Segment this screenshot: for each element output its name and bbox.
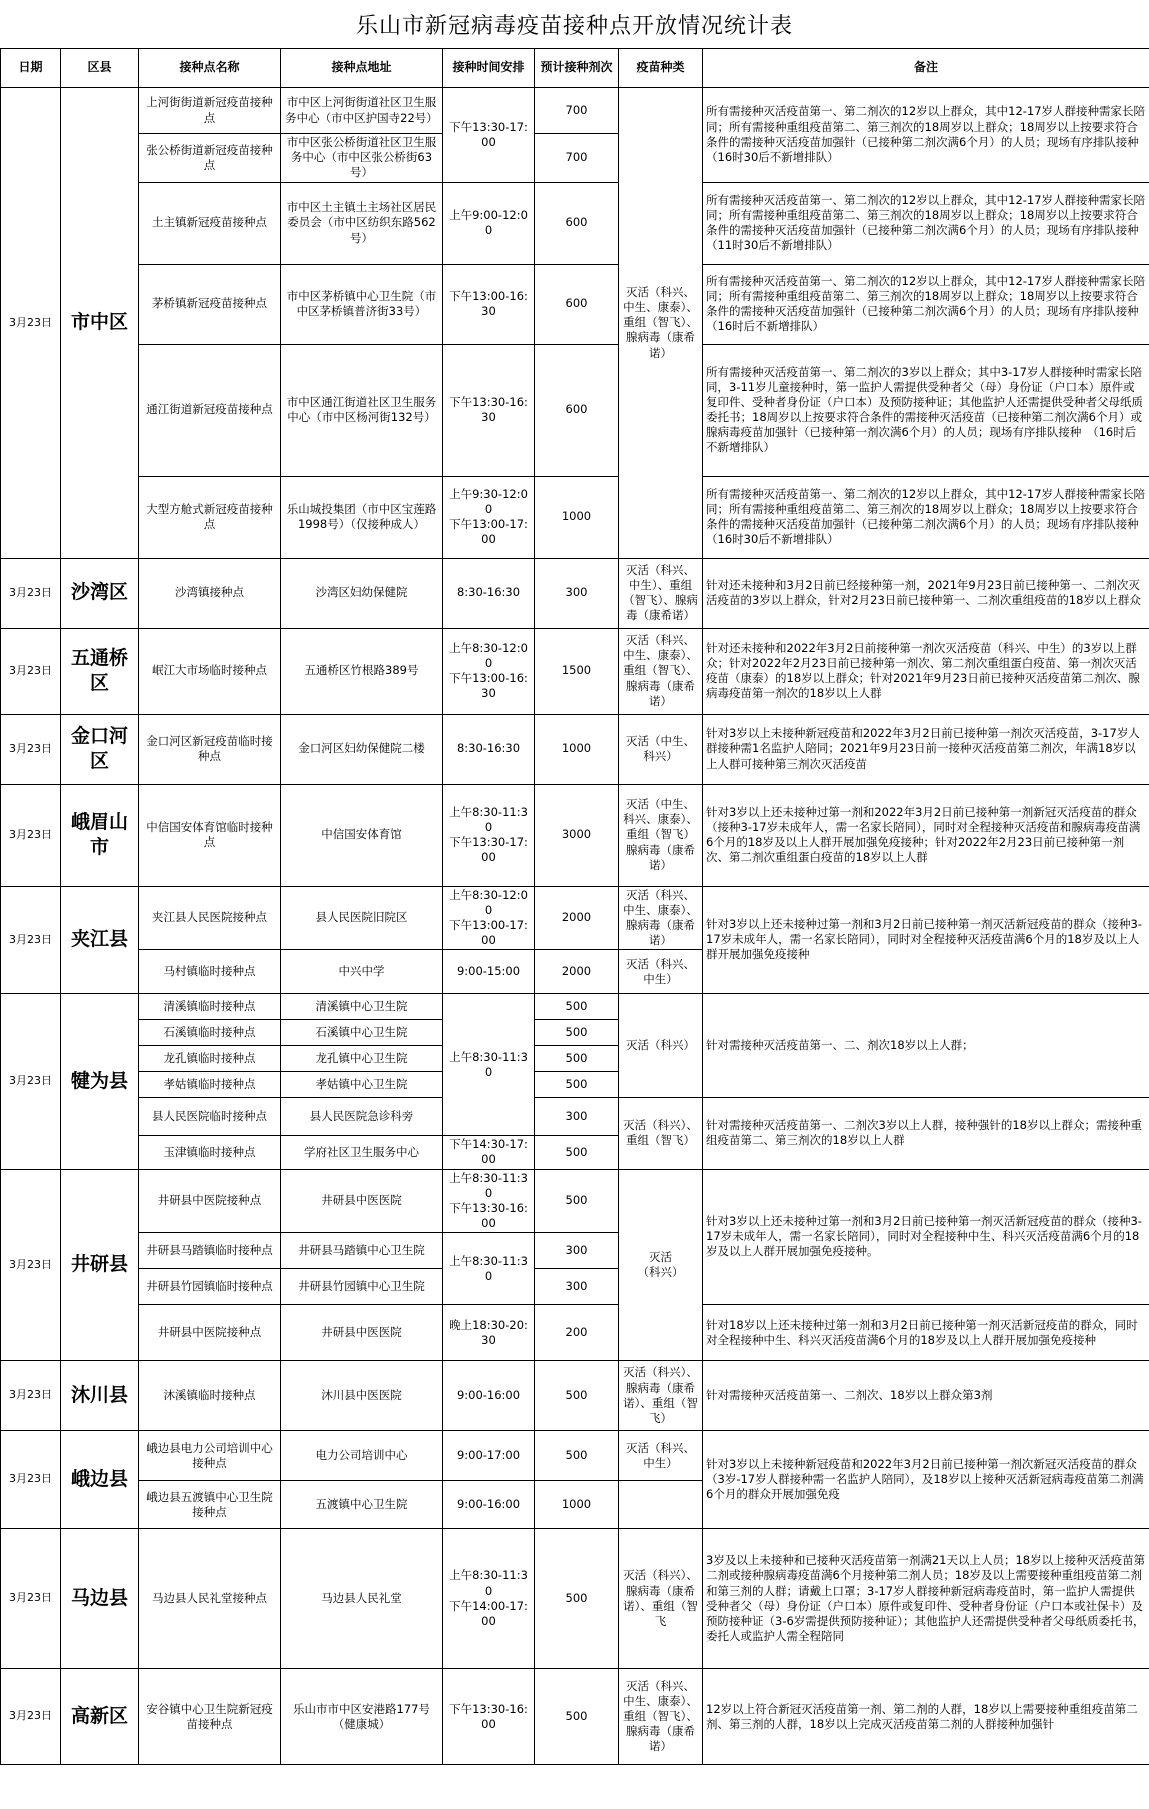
- vaccine-type-cell: [619, 1481, 703, 1529]
- date-cell: 3月23日: [1, 1431, 61, 1529]
- table-row: [1, 714, 1149, 784]
- date-cell: 3月23日: [1, 1669, 61, 1765]
- vaccine-type-cell: 灭活（中生、科兴）: [619, 714, 703, 784]
- site-address-cell: 五渡镇中心卫生院: [281, 1481, 443, 1529]
- vaccine-type-cell: 灭活（科兴、中生、康泰）、重组（智飞）、腺病毒（康希诺）: [619, 88, 703, 559]
- site-name-cell: 县人民医院临时接种点: [139, 1098, 281, 1136]
- notes-cell: 针对3岁以上还未接种过第一剂和2022年3月2日前已接种第一剂新冠灭活疫苗的群众（接种3-17岁未成年人，需一名家长陪同），同时对全程接种灭活疫苗和腺病毒疫苗满6个月的18岁及以上人群开展加强免疫接种；针对2022年2月23日前已接种第一剂次、第二剂次重组蛋白疫苗的18岁以上人群: [703, 784, 1149, 886]
- doses-cell: 600: [535, 264, 619, 344]
- site-address-cell: 井研县中医医院: [281, 1305, 443, 1361]
- date-cell: 3月23日: [1, 886, 61, 994]
- district-cell: 高新区: [61, 1669, 139, 1765]
- table-row: [1, 1431, 1149, 1481]
- vaccine-type-cell: 灭活（科兴）、腺病毒（康希诺）、重组（智飞: [619, 1529, 703, 1669]
- notes-cell: 所有需接种灭活疫苗第一、第二剂次的12岁以上群众，其中12-17岁人群接种需家长陪同；所有需接种重组疫苗第二、第三剂次的18周岁以上群众；18周岁以上按要求符合条件的需接种灭活疫苗加强针（已接种第二剂次满6个月）的人员；现场有序排队接种（11时30后不新增排队）: [703, 182, 1149, 264]
- doses-cell: 2000: [535, 950, 619, 994]
- district-cell: 犍为县: [61, 994, 139, 1169]
- doses-cell: 2000: [535, 886, 619, 950]
- vaccine-type-cell: 灭活（科兴、中生）: [619, 950, 703, 994]
- site-address-cell: 沐川县中医医院: [281, 1361, 443, 1431]
- site-name-cell: 马边县人民礼堂接种点: [139, 1529, 281, 1669]
- time-cell: 上午8:30-12:00 下午13:00-16:30: [443, 628, 535, 714]
- notes-cell: 针对18岁以上还未接种过第一剂和3月2日前已接种第一剂灭活新冠疫苗的群众，同时对全程接种中生、科兴灭活疫苗满6个月的18岁及以上人群开展加强免疫接种: [703, 1305, 1149, 1361]
- table-row: [1, 344, 1149, 476]
- table-row: [1, 1529, 1149, 1669]
- date-cell: 3月23日: [1, 558, 61, 628]
- district-cell: 夹江县: [61, 886, 139, 994]
- site-address-cell: 县人民医院旧院区: [281, 886, 443, 950]
- doses-cell: 3000: [535, 784, 619, 886]
- time-cell: 9:00-16:00: [443, 1361, 535, 1431]
- vaccine-type-cell: 灭活（科兴）、重组（智飞）: [619, 1098, 703, 1169]
- site-address-cell: 井研县竹园镇中心卫生院: [281, 1269, 443, 1305]
- site-address-cell: 市中区上河街街道社区卫生服务中心（市中区护国寺22号）: [281, 88, 443, 134]
- site-name-cell: 井研县中医院接种点: [139, 1169, 281, 1233]
- site-name-cell: 玉津镇临时接种点: [139, 1136, 281, 1169]
- header-site-name: 接种点名称: [139, 49, 281, 88]
- site-name-cell: 孝姑镇临时接种点: [139, 1072, 281, 1098]
- doses-cell: 600: [535, 344, 619, 476]
- district-cell: 马边县: [61, 1529, 139, 1669]
- site-name-cell: 土主镇新冠疫苗接种点: [139, 182, 281, 264]
- date-cell: 3月23日: [1, 88, 61, 559]
- site-address-cell: 井研县马踏镇中心卫生院: [281, 1233, 443, 1269]
- date-cell: 3月23日: [1, 1361, 61, 1431]
- site-address-cell: 石溪镇中心卫生院: [281, 1020, 443, 1046]
- header-district: 区县: [61, 49, 139, 88]
- site-name-cell: 井研县马踏镇临时接种点: [139, 1233, 281, 1269]
- doses-cell: 500: [535, 1169, 619, 1233]
- notes-cell: 针对3岁以上未接种新冠疫苗和2022年3月2日前已接种第一剂次新冠灭活疫苗的群众（3岁-17岁人群接种需一名监护人陪同），及18岁以上接种灭活新冠病毒疫苗第二剂满6个月的群众开展加强免疫: [703, 1431, 1149, 1529]
- doses-cell: 300: [535, 1098, 619, 1136]
- table-row: [1, 1361, 1149, 1431]
- site-address-cell: 沙湾区妇幼保健院: [281, 558, 443, 628]
- doses-cell: 700: [535, 88, 619, 134]
- site-address-cell: 井研县中医医院: [281, 1169, 443, 1233]
- doses-cell: 300: [535, 1233, 619, 1269]
- date-cell: 3月23日: [1, 628, 61, 714]
- site-name-cell: 峨边县五渡镇中心卫生院接种点: [139, 1481, 281, 1529]
- header-date: 日期: [1, 49, 61, 88]
- site-name-cell: 沐溪镇临时接种点: [139, 1361, 281, 1431]
- vaccine-type-cell: 灭活（科兴、中生）: [619, 1431, 703, 1481]
- doses-cell: 1500: [535, 628, 619, 714]
- vaccine-type-cell: 灭活（科兴、中生）、重组（智飞）、腺病毒（康希诺）: [619, 558, 703, 628]
- doses-cell: 1000: [535, 1481, 619, 1529]
- doses-cell: 500: [535, 1529, 619, 1669]
- doses-cell: 1000: [535, 714, 619, 784]
- notes-cell: 所有需接种灭活疫苗第一、第二剂次的3岁以上群众；其中3-17岁人群接种时需家长陪同，3-11岁儿童接种时，第一监护人需提供受种者父（母）身份证（户口本）原件或复印件、受种者身份证（户口本）及预防接种证；其他监护人还需提供受种者父母纸质委托书；18周岁以上按要求符合条件的需接种灭活疫苗（已接种第二剂次满6个月）或腺病毒疫苗加强针（已接种第一剂次满6个月）的人员；现场有序排队接种 （16时后不新增排队）: [703, 344, 1149, 476]
- vaccine-type-cell: 灭活（科兴）、腺病毒（康希诺）、重组（智飞）: [619, 1361, 703, 1431]
- site-name-cell: 夹江县人民医院接种点: [139, 886, 281, 950]
- site-address-cell: 中信国安体育馆: [281, 784, 443, 886]
- site-address-cell: 金口河区妇幼保健院二楼: [281, 714, 443, 784]
- vaccine-type-cell: 灭活（科兴）: [619, 994, 703, 1098]
- table-row: [1, 1169, 1149, 1233]
- time-cell: 9:00-16:00: [443, 1481, 535, 1529]
- vaccine-type-cell: 灭活（科兴、中生、康泰）、重组（智飞）、腺病毒（康希诺）: [619, 628, 703, 714]
- time-cell: 9:00-15:00: [443, 950, 535, 994]
- site-name-cell: 金口河区新冠疫苗临时接种点: [139, 714, 281, 784]
- doses-cell: 1000: [535, 476, 619, 558]
- vaccine-type-cell: 灭活（中生、科兴、康泰）、重组（智飞）腺病毒（康希诺）: [619, 784, 703, 886]
- site-name-cell: 井研县竹园镇临时接种点: [139, 1269, 281, 1305]
- site-address-cell: 学府社区卫生服务中心: [281, 1136, 443, 1169]
- site-address-cell: 乐山市市中区安港路177号（健康城）: [281, 1669, 443, 1765]
- district-cell: 井研县: [61, 1169, 139, 1361]
- table-row: [1, 182, 1149, 264]
- site-address-cell: 电力公司培训中心: [281, 1431, 443, 1481]
- table-row: [1, 1098, 1149, 1136]
- site-name-cell: 中信国安体育馆临时接种点: [139, 784, 281, 886]
- site-name-cell: 沙湾镇接种点: [139, 558, 281, 628]
- site-name-cell: 清溪镇临时接种点: [139, 994, 281, 1020]
- site-name-cell: 岷江大市场临时接种点: [139, 628, 281, 714]
- site-address-cell: 市中区张公桥街道社区卫生服务中心（市中区张公桥街63号）: [281, 134, 443, 183]
- header-notes: 备注: [703, 49, 1149, 88]
- site-name-cell: 张公桥街道新冠疫苗接种点: [139, 134, 281, 183]
- doses-cell: 500: [535, 994, 619, 1020]
- doses-cell: 500: [535, 1361, 619, 1431]
- notes-cell: 针对需接种灭活疫苗第一、二剂次、18岁以上群众第3剂: [703, 1361, 1149, 1431]
- table-row: [1, 1669, 1149, 1765]
- notes-cell: 针对3岁以上还未接种过第一剂和3月2日前已接种第一剂灭活新冠疫苗的群众（接种3-17岁未成年人，需一名家长陪同），同时对全程接种中生、科兴灭活疫苗满6个月的18岁及以上人群开展加强免疫接种。: [703, 1169, 1149, 1305]
- district-cell: 金口河区: [61, 714, 139, 784]
- time-cell: 上午9:30-12:00 下午13:00-17:00: [443, 476, 535, 558]
- doses-cell: 600: [535, 182, 619, 264]
- site-name-cell: 茅桥镇新冠疫苗接种点: [139, 264, 281, 344]
- vaccination-sites-table: [0, 48, 1149, 1765]
- time-cell: 上午8:30-11:30 下午13:30-16:00: [443, 1169, 535, 1233]
- header-site-address: 接种点地址: [281, 49, 443, 88]
- notes-cell: 3岁及以上未接种和已接种灭活疫苗第一剂满21天以上人员；18岁以上接种灭活疫苗第二剂或接种腺病毒疫苗满6个月接种第二剂人员；18岁及以上需要接种重组疫苗第二剂和第三剂的人群；请戴上口罩；3-17岁人群接种新冠病毒疫苗时，第一监护人需提供受种者父（母）身份证（户口本）原件或复印件、受种者身份证（户口本或社保卡）及预防接种证（3-6岁需提供预防接种证）；其他监护人还需提供受种者父母纸质委托书，委托人或监护人需全程陪同: [703, 1529, 1149, 1669]
- site-address-cell: 清溪镇中心卫生院: [281, 994, 443, 1020]
- time-cell: 上午8:30-11:30 下午14:00-17:00: [443, 1529, 535, 1669]
- district-cell: 峨边县: [61, 1431, 139, 1529]
- notes-cell: 针对3岁以上未接种新冠疫苗和2022年3月2日前已接种第一剂次灭活疫苗，3-17岁人群接种需1名监护人陪同；2021年9月23日前一接种灭活疫苗第二剂次，年满18岁以上人群可接种第三剂次灭活疫苗: [703, 714, 1149, 784]
- date-cell: 3月23日: [1, 1529, 61, 1669]
- doses-cell: 500: [535, 1020, 619, 1046]
- notes-cell: 12岁以上符合新冠灭活疫苗第一剂、第二剂的人群，18岁以上需要接种重组疫苗第二剂、第三剂的人群，18岁以上完成灭活疫苗第二剂的人群接种加强针: [703, 1669, 1149, 1765]
- site-address-cell: 乐山城投集团（市中区宝莲路1998号）（仅接种成人）: [281, 476, 443, 558]
- time-cell: 下午13:00-16:30: [443, 264, 535, 344]
- doses-cell: 500: [535, 1669, 619, 1765]
- site-address-cell: 市中区通江街道社区卫生服务中心（市中区杨河街132号）: [281, 344, 443, 476]
- table-row: [1, 994, 1149, 1020]
- doses-cell: 500: [535, 1136, 619, 1169]
- vaccine-type-cell: 灭活（科兴、中生、康泰）、腺病毒（康希诺）: [619, 886, 703, 950]
- doses-cell: 500: [535, 1046, 619, 1072]
- site-address-cell: 五通桥区竹根路389号: [281, 628, 443, 714]
- doses-cell: 200: [535, 1305, 619, 1361]
- site-address-cell: 县人民医院急诊科旁: [281, 1098, 443, 1136]
- time-cell: 上午8:30-11:30: [443, 994, 535, 1136]
- district-cell: 峨眉山市: [61, 784, 139, 886]
- notes-cell: 针对还未接种和2022年3月2日前接种第一剂次灭活疫苗（科兴、中生）的3岁以上群众；针对2022年2月23日前已接种第一剂次、第二剂次重组蛋白疫苗、第一剂次灭活疫苗（康泰）的18岁以上群众；针对2021年9月23日前已接种灭活疫苗第二剂次、腺病毒疫苗第一剂次的18岁以上人群: [703, 628, 1149, 714]
- time-cell: 9:00-17:00: [443, 1431, 535, 1481]
- date-cell: 3月23日: [1, 714, 61, 784]
- site-name-cell: 安谷镇中心卫生院新冠疫苗接种点: [139, 1669, 281, 1765]
- header-time: 接种时间安排: [443, 49, 535, 88]
- district-cell: 沐川县: [61, 1361, 139, 1431]
- site-address-cell: 龙孔镇中心卫生院: [281, 1046, 443, 1072]
- vaccine-type-cell: 灭活 （科兴）: [619, 1169, 703, 1361]
- notes-cell: 所有需接种灭活疫苗第一、第二剂次的12岁以上群众，其中12-17岁人群接种需家长陪同；所有需接种重组疫苗第二、第三剂次的18周岁以上群众；18周岁以上按要求符合条件的需接种灭活疫苗加强针（已接种第二剂次满6个月）的人员；现场有序排队接种（16时后不新增排队）: [703, 264, 1149, 344]
- site-name-cell: 石溪镇临时接种点: [139, 1020, 281, 1046]
- doses-cell: 300: [535, 558, 619, 628]
- time-cell: 8:30-16:30: [443, 714, 535, 784]
- table-row: [1, 558, 1149, 628]
- notes-cell: 所有需接种灭活疫苗第一、第二剂次的12岁以上群众，其中12-17岁人群接种需家长陪同；所有需接种重组疫苗第二、第三剂次的18周岁以上群众；18周岁以上按要求符合条件的需接种灭活疫苗加强针（已接种第二剂次满6个月）的人员；现场有序排队接种（16时30后不新增排队）: [703, 476, 1149, 558]
- site-address-cell: 市中区土主镇土主场社区居民委员会（市中区纺织东路562号）: [281, 182, 443, 264]
- time-cell: 上午8:30-12:00 下午13:00-17:00: [443, 886, 535, 950]
- table-row: [1, 1305, 1149, 1361]
- district-cell: 市中区: [61, 88, 139, 559]
- site-name-cell: 龙孔镇临时接种点: [139, 1046, 281, 1072]
- header-vaccine-type: 疫苗种类: [619, 49, 703, 88]
- site-address-cell: 中兴中学: [281, 950, 443, 994]
- doses-cell: 700: [535, 134, 619, 183]
- site-name-cell: 大型方舱式新冠疫苗接种点: [139, 476, 281, 558]
- district-cell: 沙湾区: [61, 558, 139, 628]
- site-name-cell: 马村镇临时接种点: [139, 950, 281, 994]
- table-row: [1, 476, 1149, 558]
- time-cell: 下午13:30-17:00: [443, 88, 535, 183]
- table-row: [1, 88, 1149, 134]
- table-row: [1, 628, 1149, 714]
- date-cell: 3月23日: [1, 1169, 61, 1361]
- table-row: [1, 886, 1149, 950]
- time-cell: 下午13:30-16:30: [443, 344, 535, 476]
- site-address-cell: 市中区茅桥镇中心卫生院（市中区茅桥镇普济街33号）: [281, 264, 443, 344]
- time-cell: 上午9:00-12:00: [443, 182, 535, 264]
- site-name-cell: 峨边县电力公司培训中心接种点: [139, 1431, 281, 1481]
- time-cell: 上午8:30-11:30 下午13:30-17:00: [443, 784, 535, 886]
- notes-cell: 针对需接种灭活疫苗第一、二剂次3岁以上人群，接种强针的18岁以上群众；需接种重组疫苗第二、第三剂次的18岁以上人群: [703, 1098, 1149, 1169]
- site-name-cell: 上河街街道新冠疫苗接种点: [139, 88, 281, 134]
- notes-cell: 针对3岁以上还未接种过第一剂和3月2日前已接种第一剂灭活新冠疫苗的群众（接种3-17岁未成年人，需一名家长陪同），同时对全程接种灭活疫苗满6个月的18岁及以上人群开展加强免疫接种: [703, 886, 1149, 994]
- doses-cell: 300: [535, 1269, 619, 1305]
- table-row: [1, 784, 1149, 886]
- time-cell: 晚上18:30-20:30: [443, 1305, 535, 1361]
- site-address-cell: 马边县人民礼堂: [281, 1529, 443, 1669]
- date-cell: 3月23日: [1, 994, 61, 1169]
- notes-cell: 针对需接种灭活疫苗第一、二、剂次18岁以上人群；: [703, 994, 1149, 1098]
- time-cell: 上午8:30-11:30: [443, 1233, 535, 1305]
- district-cell: 五通桥区: [61, 628, 139, 714]
- page-title: 乐山市新冠病毒疫苗接种点开放情况统计表: [355, 13, 793, 39]
- header-doses: 预计接种剂次: [535, 49, 619, 88]
- table-row: [1, 264, 1149, 344]
- time-cell: 下午13:30-16:00: [443, 1669, 535, 1765]
- time-cell: 8:30-16:30: [443, 558, 535, 628]
- site-name-cell: 井研县中医院接种点: [139, 1305, 281, 1361]
- site-name-cell: 通江街道新冠疫苗接种点: [139, 344, 281, 476]
- header-row: [1, 49, 1149, 88]
- notes-cell: 针对还未接种和3月2日前已经接种第一剂，2021年9月23日前已接种第一、二剂次灭活疫苗的3岁以上群众，针对2月23日前已接种第一、二剂次重组疫苗的18岁以上群众: [703, 558, 1149, 628]
- time-cell: 下午14:30-17:00: [443, 1136, 535, 1169]
- site-address-cell: 孝姑镇中心卫生院: [281, 1072, 443, 1098]
- vaccine-type-cell: 灭活（科兴、中生、康泰）、重组（智飞）、腺病毒（康希诺）: [619, 1669, 703, 1765]
- date-cell: 3月23日: [1, 784, 61, 886]
- doses-cell: 500: [535, 1431, 619, 1481]
- notes-cell: 所有需接种灭活疫苗第一、第二剂次的12岁以上群众，其中12-17岁人群接种需家长陪同；所有需接种重组疫苗第二、第三剂次的18周岁以上群众；18周岁以上按要求符合条件的需接种灭活疫苗加强针（已接种第二剂次满6个月）的人员；现场有序排队接种（16时30后不新增排队）: [703, 88, 1149, 183]
- doses-cell: 500: [535, 1072, 619, 1098]
